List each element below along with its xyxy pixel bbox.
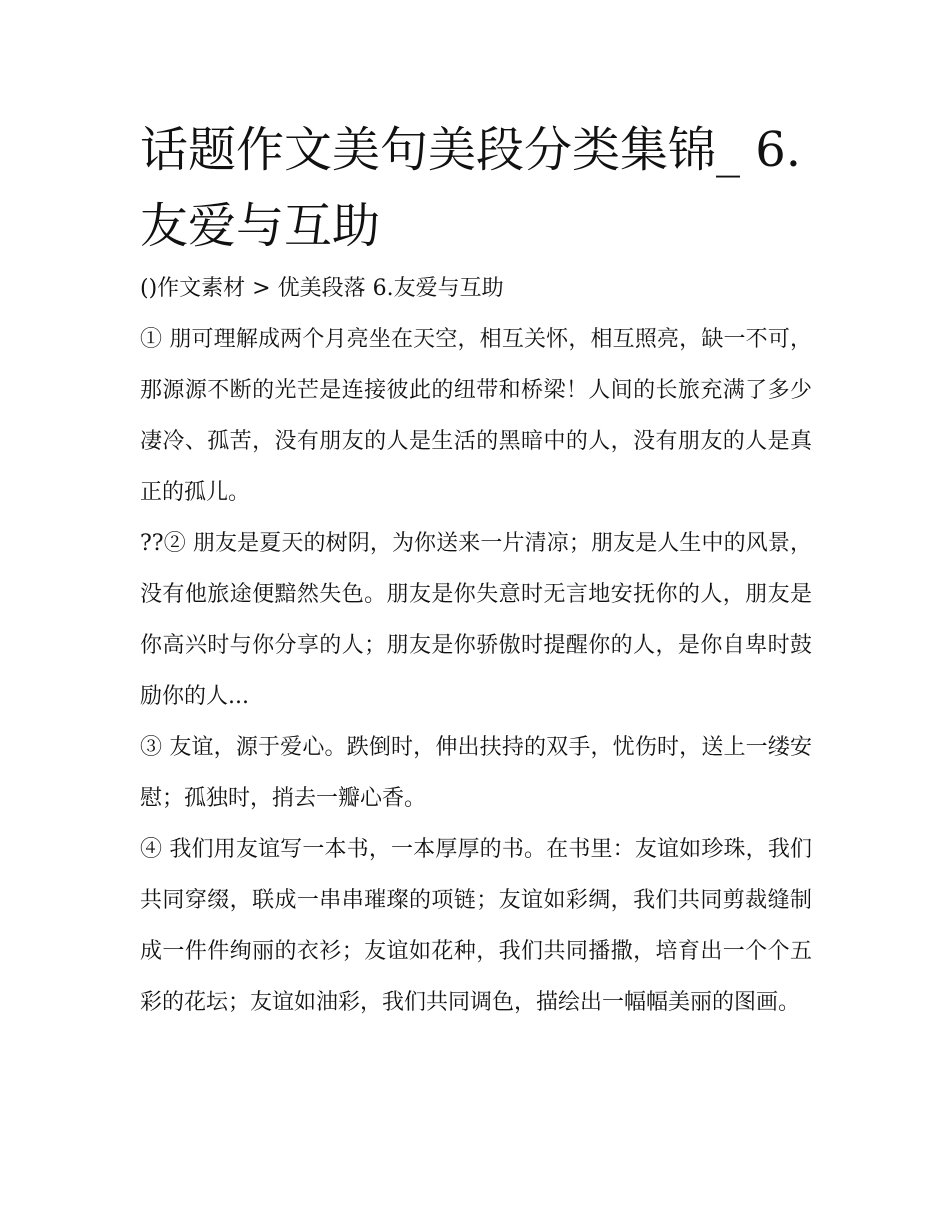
- document-title: 话题作文美句美段分类集锦_ 6.友爱与互助: [140, 122, 802, 254]
- breadcrumb: ()作文素材 > 优美段落 6.友爱与互助: [140, 276, 504, 301]
- document-page: [140, 112, 812, 1028]
- paragraph-4: ④ 我们用友谊写一本书，一本厚厚的书。在书里：友谊如珍珠，我们共同穿缀，联成一串串璀璨的项链；友谊如彩绸，我们共同剪裁缝制成一件件绚丽的衣衫；友谊如花种，我们共同播撒，培育出一个个五彩的花坛；友谊如油彩，我们共同调色，描绘出一幅幅美丽的图画。: [140, 837, 812, 1015]
- paragraph-2: ??② 朋友是夏天的树阴，为你送来一片清凉；朋友是人生中的风景，没有他旅途便黯然失色。朋友是你失意时无言地安抚你的人，朋友是你高兴时与你分享的人；朋友是你骄傲时提醒你的人，是你自卑时鼓励你的人...: [140, 531, 812, 709]
- paragraph-1: ① 朋可理解成两个月亮坐在天空，相互关怀，相互照亮，缺一不可，那源源不断的光芒是连接彼此的纽带和桥梁！人间的长旅充满了多少凄冷、孤苦，没有朋友的人是生活的黑暗中的人，没有朋友的人是真正的孤儿。: [140, 327, 812, 505]
- paragraph-3: ③ 友谊，源于爱心。跌倒时，伸出扶持的双手，忧伤时，送上一缕安慰；孤独时，捎去一瓣心香。: [140, 735, 812, 811]
